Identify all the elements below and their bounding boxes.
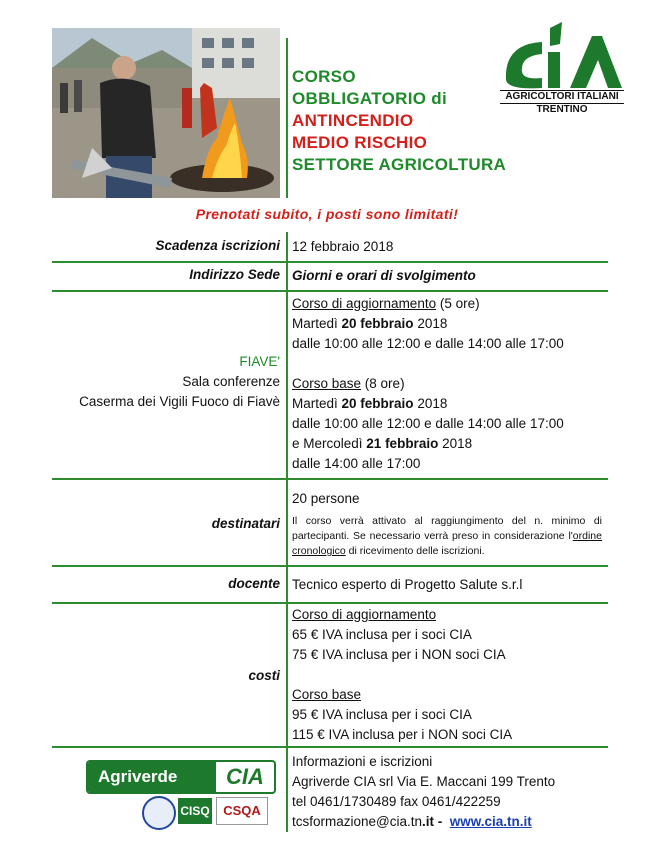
base-day2: e Mercoledì [292, 436, 367, 451]
agg-hours: (5 ore) [436, 296, 480, 311]
cisq-badge: CISQ [178, 798, 212, 824]
base-day1: Martedì [292, 396, 342, 411]
cia-logo-text [500, 90, 624, 116]
costs-label: costi [248, 668, 280, 683]
website-link[interactable]: www.cia.tn.it [449, 814, 532, 829]
row-divider [52, 746, 608, 748]
info-contacts [292, 812, 555, 832]
costs-details [292, 605, 512, 745]
deadline-label: Scadenza iscrizioni [155, 238, 280, 253]
schedule-details [292, 294, 564, 474]
course-title [292, 66, 506, 176]
base-date-1 [292, 394, 564, 414]
base-hours: (8 ore) [361, 376, 405, 391]
email-tld: .it [422, 814, 435, 829]
contact-info [292, 752, 555, 832]
title-line-4: MEDIO RISCHIO [292, 133, 428, 152]
info-address: Agriverde CIA srl Via E. Maccani 199 Trento [292, 774, 556, 789]
base-year2: 2018 [438, 436, 473, 451]
address-label: Indirizzo Sede [189, 267, 280, 282]
costs-base-non: 115 € IVA inclusa per i NON soci CIA [292, 727, 513, 742]
base-heading [292, 374, 564, 394]
costs-agg-title: Corso di aggiornamento [292, 607, 437, 622]
recipients-value: 20 persone [292, 491, 360, 506]
agg-date [292, 314, 564, 334]
costs-base-soci: 95 € IVA inclusa per i soci CIA [292, 707, 472, 722]
header-divider [286, 38, 288, 198]
agg-time: dalle 10:00 alle 12:00 e dalle 14:00 alle 17:00 [292, 336, 564, 351]
costs-agg-soci: 65 € IVA inclusa per i soci CIA [292, 627, 472, 642]
column-divider [286, 232, 288, 832]
recipients-label: destinatari [211, 516, 280, 531]
note-text-a: Il corso verrà attivato al raggiungimento del n. minimo di partecipanti. Se necessario verrà preso in considerazione l' [292, 515, 602, 542]
info-title: Informazioni e iscrizioni [292, 754, 433, 769]
tagline: Prenotati subito, i posti sono limitati! [195, 206, 459, 222]
cia-logo-line2: TRENTINO [536, 104, 588, 115]
teacher-value: Tecnico esperto di Progetto Salute s.r.l [292, 577, 523, 592]
row-divider [52, 290, 608, 292]
deadline-value: 12 febbraio 2018 [292, 239, 394, 254]
costs-agg-non: 75 € IVA inclusa per i NON soci CIA [292, 647, 506, 662]
email-user: tcsformazione@cia.tn [292, 814, 423, 829]
recipients-note [292, 514, 602, 559]
agg-date-bold: 20 febbraio [341, 316, 414, 331]
base-date1-bold: 20 febbraio [341, 396, 414, 411]
title-line-2: OBBLIGATORIO di [292, 89, 447, 108]
row-divider [52, 565, 608, 567]
agriverde-cia: CIA [226, 764, 264, 789]
header-photo [52, 28, 280, 198]
title-line-3: ANTINCENDIO [292, 111, 414, 130]
row-divider [52, 261, 608, 263]
base-date2-bold: 21 febbraio [366, 436, 439, 451]
note-order: ordine cronologico [292, 530, 602, 557]
venue-line2: Caserma dei Vigili Fuoco di Fiavè [79, 394, 280, 409]
base-time-2: dalle 14:00 alle 17:00 [292, 456, 421, 471]
iqnet-seal [142, 796, 176, 830]
cia-logo-line1: AGRICOLTORI ITALIANI [500, 90, 624, 104]
agriverde-logo [86, 760, 276, 794]
venue-line1: Sala conferenze [182, 374, 280, 389]
separator: - [434, 814, 447, 829]
teacher-label: docente [228, 576, 280, 591]
title-line-1: CORSO [292, 67, 356, 86]
csqa-badge: CSQA [216, 797, 268, 825]
agg-day: Martedì [292, 316, 342, 331]
base-date-2 [292, 434, 564, 454]
spacer [292, 665, 512, 685]
costs-base-title: Corso base [292, 687, 362, 702]
row-divider [52, 602, 608, 604]
base-title: Corso base [292, 376, 362, 391]
info-phone: tel 0461/1730489 fax 0461/422259 [292, 794, 501, 809]
agg-year: 2018 [413, 316, 448, 331]
agriverde-word: Agriverde [88, 762, 216, 792]
agg-heading [292, 294, 564, 314]
note-text-b: di ricevimento delle iscrizioni. [345, 545, 485, 557]
title-line-5: SETTORE AGRICOLTURA [292, 155, 507, 174]
agg-title: Corso di aggiornamento [292, 296, 437, 311]
base-year1: 2018 [413, 396, 448, 411]
row-divider [52, 478, 608, 480]
schedule-header: Giorni e orari di svolgimento [292, 268, 476, 283]
email-link[interactable] [292, 814, 434, 829]
spacer [292, 354, 564, 374]
base-time-1: dalle 10:00 alle 12:00 e dalle 14:00 alle 17:00 [292, 416, 564, 431]
venue-city: FIAVE' [239, 354, 280, 369]
venue [52, 352, 280, 412]
